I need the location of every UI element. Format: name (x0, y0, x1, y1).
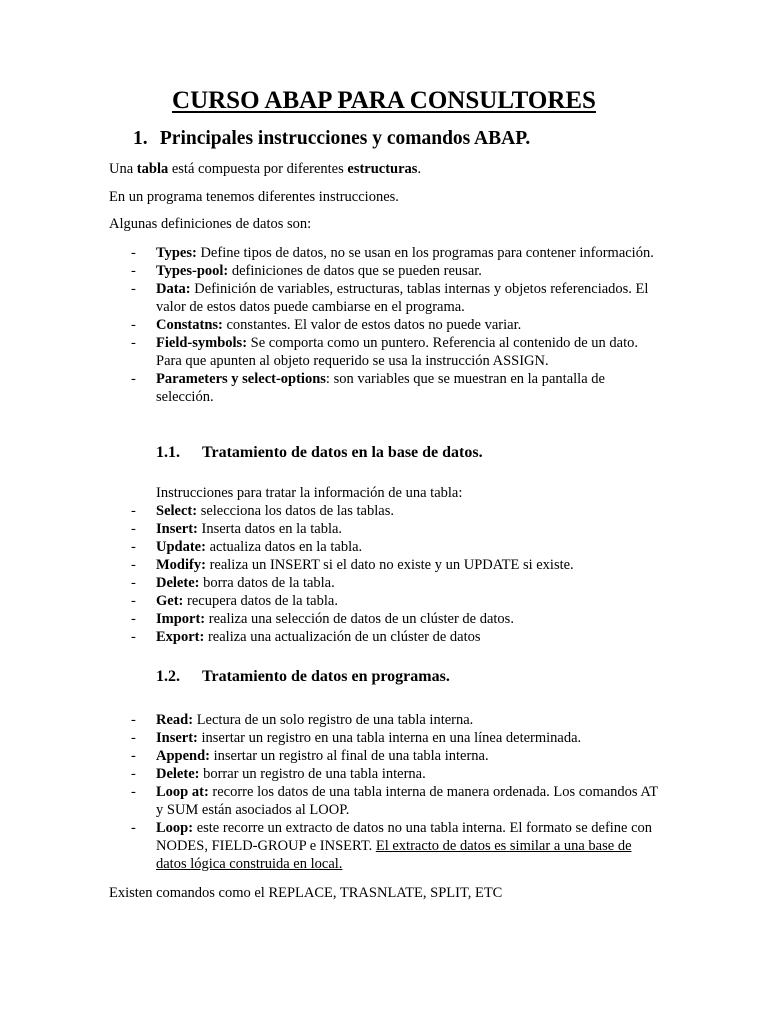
list-item: - Loop: este recorre un extracto de datos no una tabla interna. El formato se define con NODES, FIELD-GROUP e INSERT. El extracto de datos es similar a una base de datos lógica construida en local. (131, 820, 653, 872)
list-item: - Get: recupera datos de la tabla. (131, 593, 338, 609)
list-item: - Parameters y select-options: son variables que se muestran en la pantalla de selección. (131, 371, 605, 405)
underlined-note: El extracto de datos es similar a una base de datos lógica construida en local. (156, 838, 632, 872)
section-1-2-title: Tratamiento de datos en programas. (202, 668, 450, 685)
definitions-list (131, 244, 661, 406)
list-item: - Modify: realiza un INSERT si el dato no existe y un UPDATE si existe. (131, 557, 574, 573)
section-1-2-heading (156, 667, 450, 687)
list-item: - Append: insertar un registro al final de una tabla interna. (131, 748, 489, 764)
section-1-number: 1. (133, 128, 148, 149)
paragraph-instrucciones-tabla: Instrucciones para tratar la información de una tabla: (156, 485, 463, 501)
list-item: - Loop at: recorre los datos de una tabla interna de manera ordenada. Los comandos AT y SUM están asociados al LOOP. (131, 784, 658, 818)
paragraph-instrucciones: En un programa tenemos diferentes instrucciones. (109, 189, 399, 205)
section-1-heading (133, 127, 530, 151)
list-item: - Delete: borrar un registro de una tabla interna. (131, 766, 426, 782)
paragraph-tabla: Una tabla está compuesta por diferentes estructuras. (109, 161, 422, 177)
section-1-1-number: 1.1. (156, 444, 180, 461)
section-1-2-number: 1.2. (156, 668, 180, 685)
list-item: - Types: Define tipos de datos, no se usan en los programas para contener información. (131, 245, 654, 261)
section-1-1-heading (156, 443, 483, 463)
list-item: - Types-pool: definiciones de datos que se pueden reusar. (131, 263, 482, 279)
program-commands-list (131, 711, 661, 873)
paragraph-definiciones: Algunas definiciones de datos son: (109, 216, 312, 232)
list-item: - Field-symbols: Se comporta como un puntero. Referencia al contenido de un dato. Para que apunten al objeto requerido se usa la instrucción ASSIGN. (131, 335, 639, 369)
list-item: - Delete: borra datos de la tabla. (131, 575, 335, 591)
paragraph-closing: Existen comandos como el REPLACE, TRASNLATE, SPLIT, ETC (109, 885, 503, 901)
database-commands-list (131, 502, 661, 646)
list-item: - Constatns: constantes. El valor de estos datos no puede variar. (131, 317, 522, 333)
list-item: - Read: Lectura de un solo registro de una tabla interna. (131, 712, 474, 728)
list-item: - Update: actualiza datos en la tabla. (131, 539, 363, 555)
list-item: - Data: Definición de variables, estructuras, tablas internas y objetos referenciados. El valor de estos datos puede cambiarse en el programa. (131, 281, 649, 315)
section-1-title: Principales instrucciones y comandos ABAP. (159, 128, 531, 149)
document-title: CURSO ABAP PARA CONSULTORES (172, 87, 596, 114)
list-item: - Insert: Inserta datos en la tabla. (131, 521, 343, 537)
list-item: - Select: selecciona los datos de las tablas. (131, 503, 394, 519)
list-item: - Insert: insertar un registro en una tabla interna en una línea determinada. (131, 730, 582, 746)
list-item: - Export: realiza una actualización de un clúster de datos (131, 629, 481, 645)
list-item: - Import: realiza una selección de datos de un clúster de datos. (131, 611, 514, 627)
section-1-1-title: Tratamiento de datos en la base de datos. (202, 444, 483, 461)
